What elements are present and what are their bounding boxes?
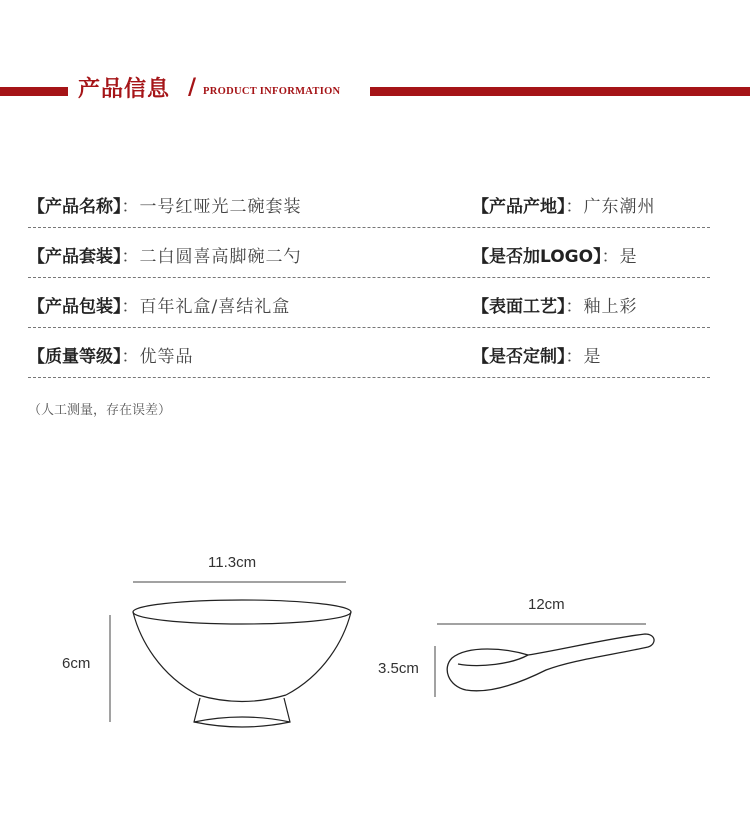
spoon-length-label: 12cm: [528, 596, 565, 613]
measurement-note: （人工测量，存在误差）: [28, 403, 172, 418]
bowl-height-label: 6cm: [62, 655, 91, 672]
spec-value: ：广东潮州: [565, 197, 656, 217]
spoon-height-label: 3.5cm: [378, 660, 419, 677]
spec-label: 【产品套装】: [28, 247, 122, 267]
spec-value: ：优等品: [121, 347, 194, 367]
spec-value: ：是: [601, 247, 638, 267]
spec-label: 【产品包装】: [28, 297, 122, 317]
title-separator: /: [188, 74, 197, 100]
bowl-width-label: 11.3cm: [208, 554, 257, 571]
spec-label: 【质量等级】: [28, 347, 122, 367]
spec-value: ：釉上彩: [565, 297, 638, 317]
spec-value: ：是: [565, 347, 602, 367]
section-title: 产品信息: [78, 76, 171, 102]
spec-label: 【表面工艺】: [472, 297, 566, 317]
section-subtitle: PRODUCT INFORMATION: [203, 86, 341, 97]
spec-label: 【产品名称】: [28, 197, 122, 217]
spec-value: ：百年礼盒/喜结礼盒: [121, 297, 291, 317]
spec-label: 【是否定制】: [472, 347, 566, 367]
spec-label: 【是否加LOGO】: [472, 247, 602, 267]
spec-label: 【产品产地】: [472, 197, 566, 217]
bowl-drawing: [133, 600, 351, 727]
spec-value: ：一号红哑光二碗套装: [121, 197, 302, 217]
spoon-drawing: [447, 634, 654, 691]
spec-value: ：二白圆喜高脚碗二勺: [121, 247, 302, 267]
